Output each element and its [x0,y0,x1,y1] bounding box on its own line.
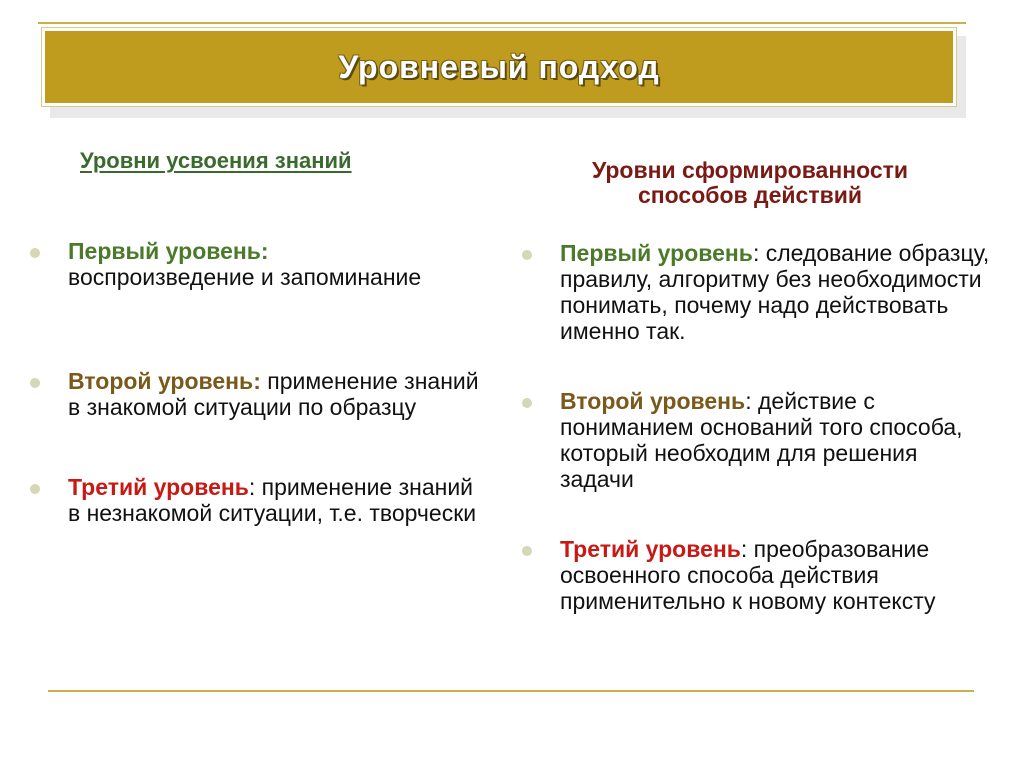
level-label: Первый уровень: [68,238,269,264]
bullet-icon [30,378,40,388]
left-column-heading: Уровни усвоения знаний [80,148,352,173]
level-label: Третий уровень [68,474,249,500]
left-level-list [30,238,490,526]
level-label: Первый уровень [560,240,753,266]
title-banner [42,28,956,106]
list-item [522,536,992,614]
level-label: Второй уровень [560,388,746,414]
level-label: Третий уровень [560,536,741,562]
bullet-icon [30,484,40,494]
right-column-heading: Уровни сформированности способов действий [591,157,909,208]
bullet-icon [30,248,40,258]
list-item [30,238,490,290]
level-description: : применение знаний в незнакомой ситуации, т.е. творчески [68,474,477,526]
bullet-icon [522,546,532,556]
bullet-icon [522,398,532,408]
bottom-divider [48,690,974,692]
page-title: Уровневый подход [338,48,660,85]
list-item [522,240,992,344]
level-description: воспроизведение и запоминание [68,264,422,290]
top-divider [38,22,966,24]
right-level-list [522,240,992,614]
level-description: : действие с пониманием оснований того способа, который необходим для решения задачи [560,388,963,492]
level-description: применение знаний в знакомой ситуации по образцу [68,368,479,420]
level-description: : преобразование освоенного способа действия применительно к новому контексту [560,536,936,614]
bullet-icon [522,250,532,260]
list-item [522,388,992,492]
list-item [30,368,490,420]
level-label: Второй уровень: [68,368,261,394]
level-description: : следование образцу, правилу, алгоритму без необходимости понимать, почему надо действовать именно так. [560,240,990,344]
list-item [30,474,490,526]
